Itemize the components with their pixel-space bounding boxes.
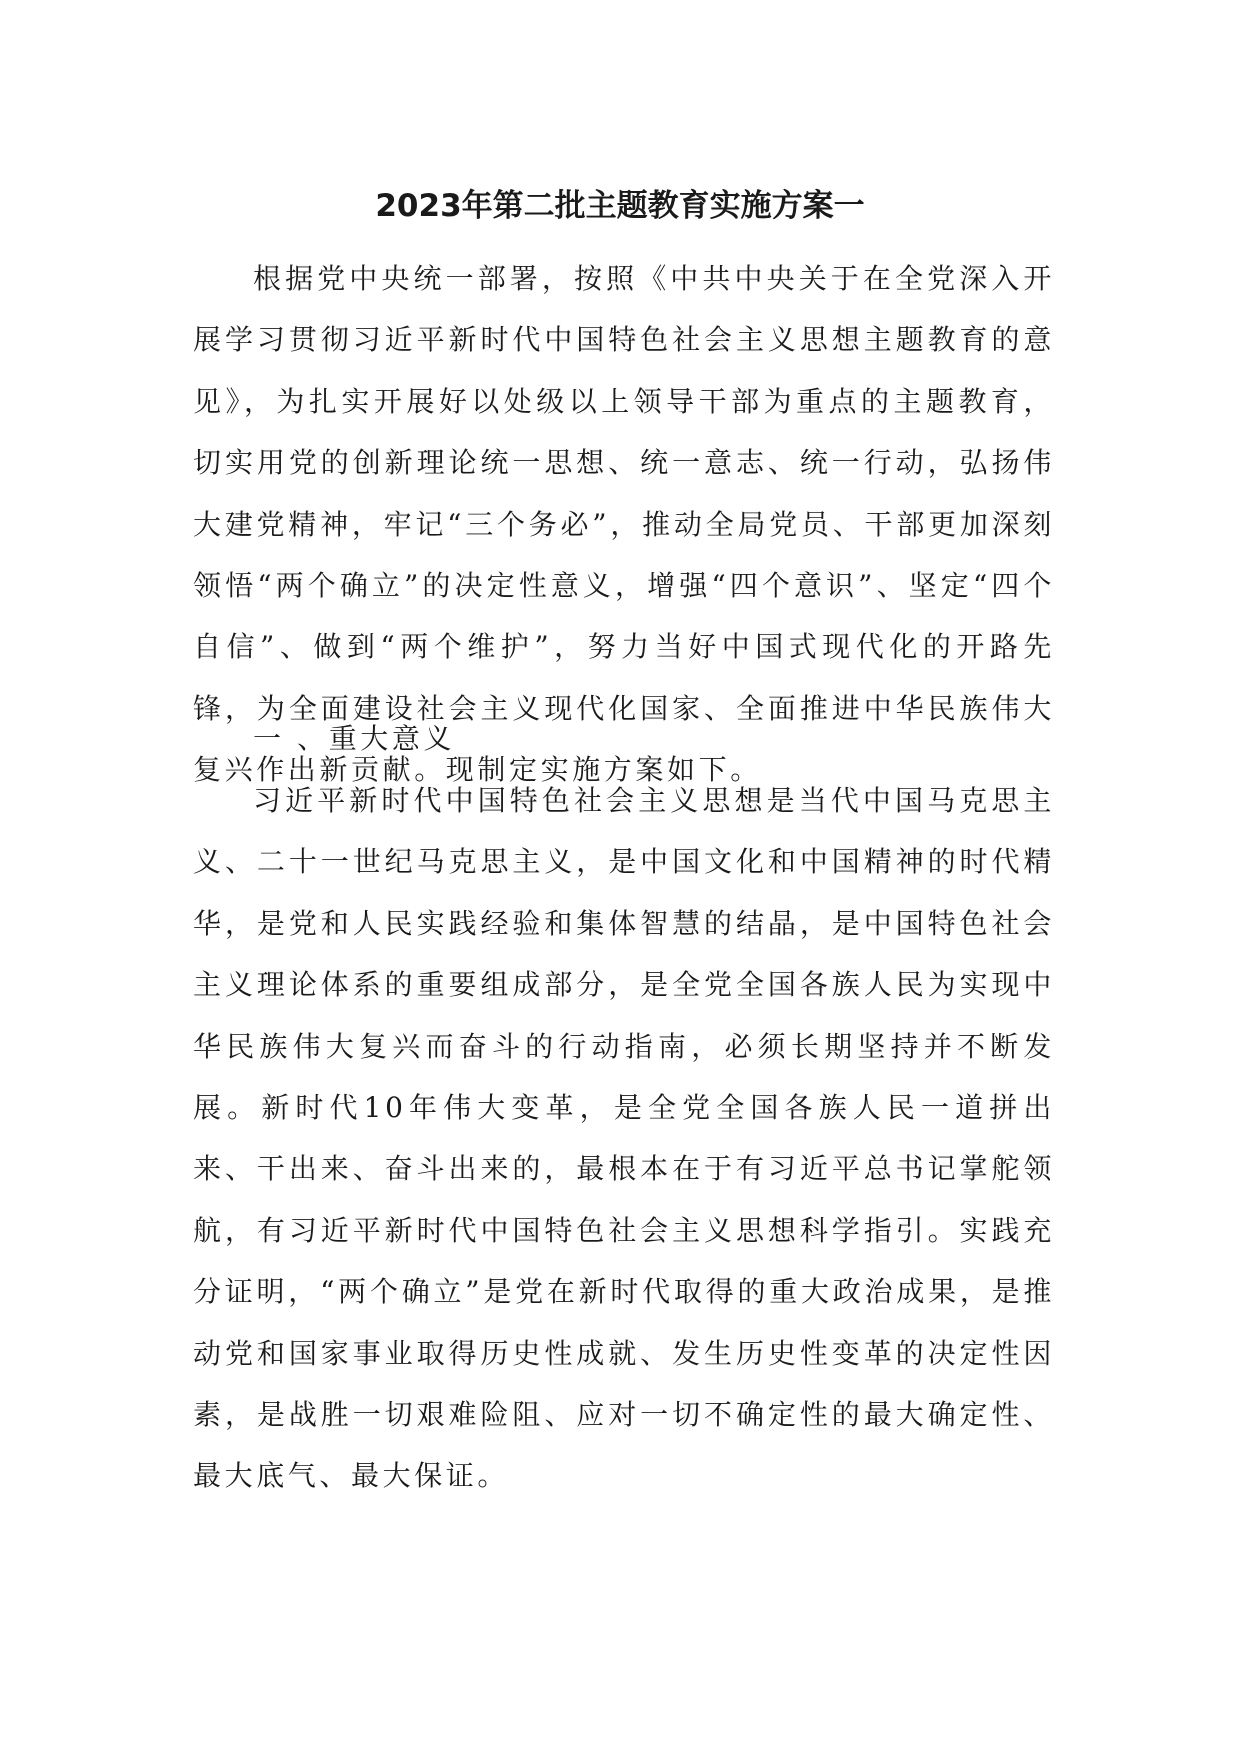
document-title: 2023年第二批主题教育实施方案一 (375, 188, 865, 224)
intro-paragraph: 根据党中央统一部署，按照《中共中央关于在全党深入开展学习贯彻习近平新时代中国特色社会主义思想主题教育的意见》，为扎实开展好以处级以上领导干部为重点的主题教育，切实用党的创新理论统一思想、统一意志、统一行动，弘扬伟大建党精神，牢记“三个务必”，推动全局党员、干部更加深刻领悟“两个确立”的决定性意义，增强“四个意识”、坚定“四个自信”、做到“两个维护”，努力当好中国式现代化的开路先锋，为全面建设社会主义现代化国家、全面推进中华民族伟大复兴作出新贡献。现制定实施方案如下。 (193, 262, 1055, 787)
section-body-paragraph: 习近平新时代中国特色社会主义思想是当代中国马克思主义、二十一世纪马克思主义，是中国文化和中国精神的时代精华，是党和人民实践经验和集体智慧的结晶，是中国特色社会主义理论体系的重要组成部分，是全党全国各族人民为实现中华民族伟大复兴而奋斗的行动指南，必须长期坚持并不断发展。新时代10年伟大变革，是全党全国各族人民一道拼出来、干出来、奋斗出来的，最根本在于有习近平总书记掌舵领航，有习近平新时代中国特色社会主义思想科学指引。实践充分证明，“两个确立”是党在新时代取得的重大政治成果，是推动党和国家事业取得历史性成就、发生历史性变革的决定性因素，是战胜一切艰难险阻、应对一切不确定性的最大确定性、最大底气、最大保证。 (193, 784, 1055, 1493)
section-heading: 一 、重大意义 (253, 722, 456, 755)
